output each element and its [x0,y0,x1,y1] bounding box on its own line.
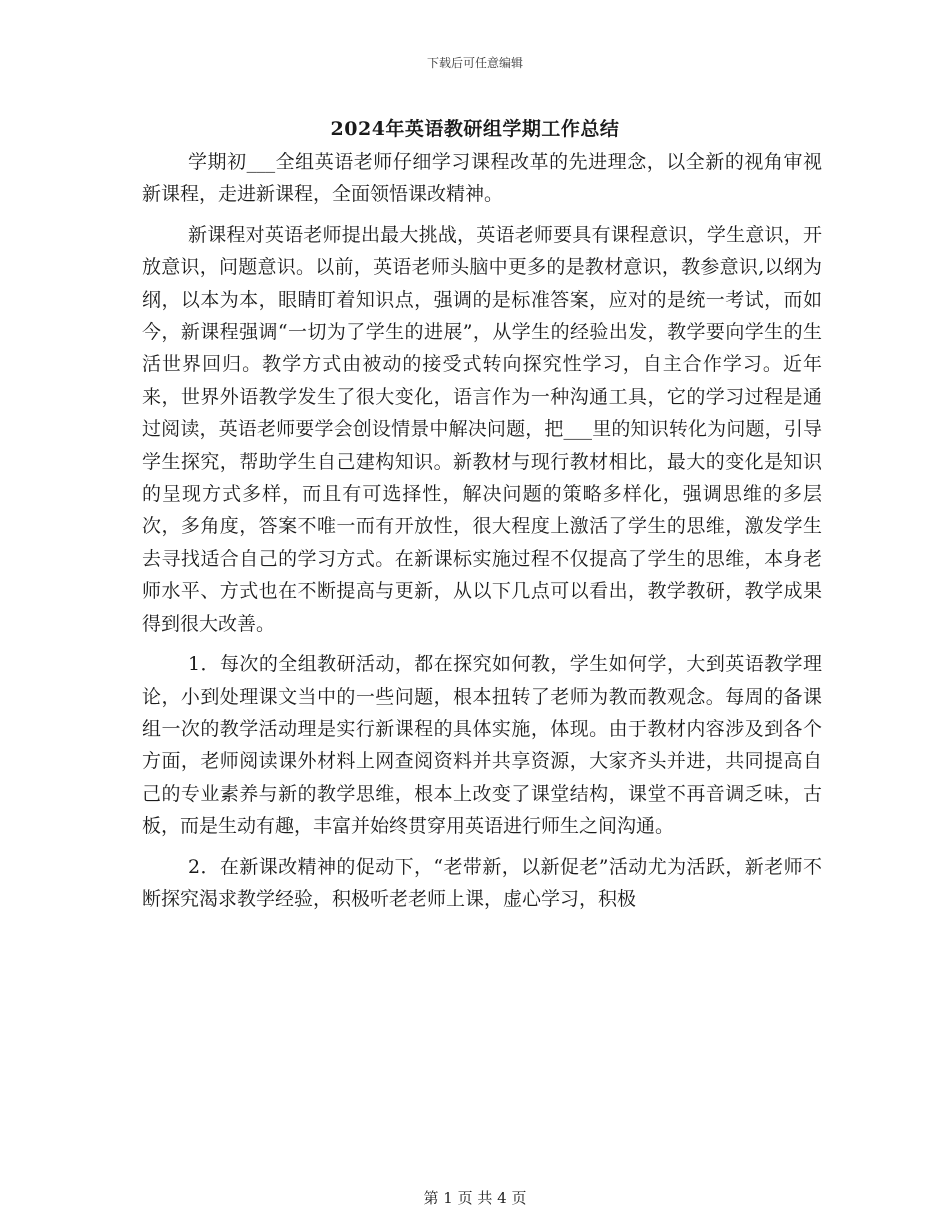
document-body [142,146,822,915]
paragraph-3: 1．每次的全组教研活动，都在探究如何教，学生如何学，大到英语教学理论，小到处理课文当中的一些问题，根本扭转了老师为教而教观念。每周的备课组一次的教学活动理是实行新课程的具体实施，体现。由于教材内容涉及到各个方面，老师阅读课外材料上网查阅资料并共享资源，大家齐头并进，共同提高自己的专业素养与新的教学思维，根本上改变了课堂结构，课堂不再音调乏味，古板，而是生动有趣，丰富并始终贯穿用英语进行师生之间沟通。 [142,653,822,838]
paragraph-1: 学期初___全组英语老师仔细学习课程改革的先进理念，以全新的视角审视新课程，走进新课程，全面领悟课改精神。 [142,151,822,206]
header-note: 下载后可任意编辑 [426,56,523,70]
document-title: 2024年英语教研组学期工作总结 [330,118,620,140]
paragraph-2: 新课程对英语老师提出最大挑战，英语老师要具有课程意识，学生意识，开放意识，问题意识。以前，英语老师头脑中更多的是教材意识，教参意识,以纲为纲，以本为本，眼睛盯着知识点，强调的是标准答案，应对的是统一考试，而如今，新课程强调“一切为了学生的进展”，从学生的经验出发，教学要向学生的生活世界回归。教学方式由被动的接受式转向探究性学习，自主合作学习。近年来，世界外语教学发生了很大变化，语言作为一种沟通工具，它的学习过程是通过阅读，英语老师要学会创设情景中解决问题，把___里的知识转化为问题，引导学生探究，帮助学生自己建构知识。新教材与现行教材相比，最大的变化是知识的呈现方式多样，而且有可选择性，解决问题的策略多样化，强调思维的多层次，多角度，答案不唯一而有开放性，很大程度上激活了学生的思维，激发学生去寻找适合自己的学习方式。在新课标实施过程不仅提高了学生的思维，本身老师水平、方式也在不断提高与更新，从以下几点可以看出，教学教研，教学成果得到很大改善。 [142,223,822,635]
page-number-footer: 第 1 页 共 4 页 [423,1189,527,1207]
paragraph-4: 2．在新课改精神的促动下，“老带新，以新促老”活动尤为活跃，新老师不断探究渴求教学经验，积极听老老师上课，虚心学习，积极 [142,855,822,910]
